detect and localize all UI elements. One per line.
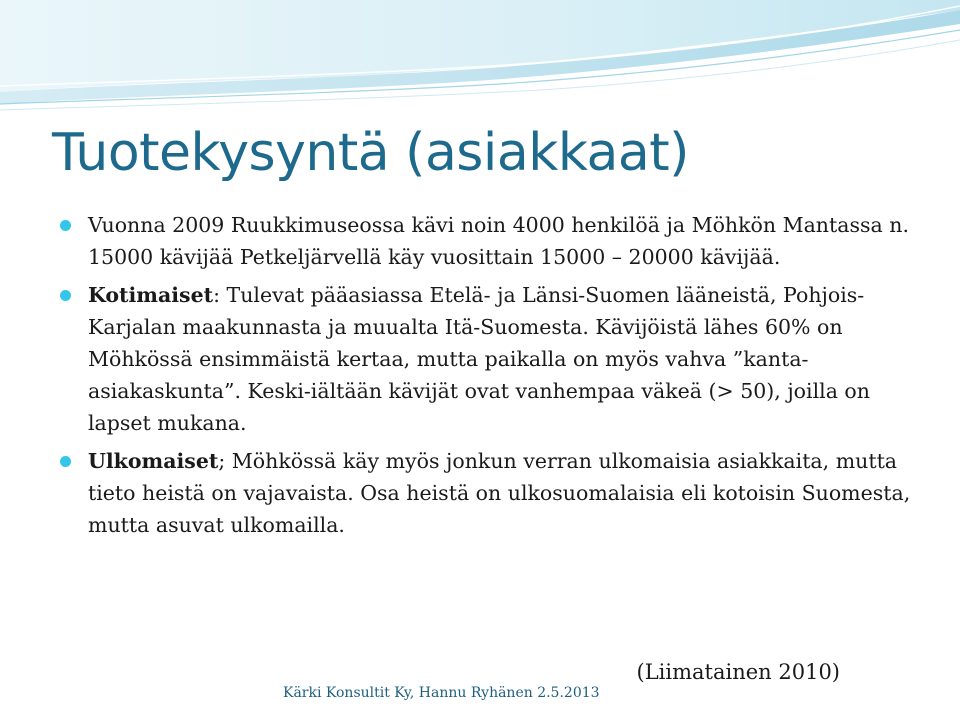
bullet-lead: Kotimaiset <box>88 283 214 307</box>
bullet-dot-icon <box>60 220 71 231</box>
page-title: Tuotekysyntä (asiakkaat) <box>52 123 689 183</box>
header-wave-decoration <box>0 0 960 120</box>
bullet-text: Vuonna 2009 Ruukkimuseossa kävi noin 4000 henkilöä ja Möhkön Mantassa n. 15000 kävijää Petkeljärvellä käy vuosittain 15000 – 20000 kävijää. <box>88 213 909 269</box>
bullet-dot-icon <box>60 290 71 301</box>
bullet-lead: Ulkomaiset <box>88 449 219 473</box>
bullet-text: ; Möhkössä käy myös jonkun verran ulkomaisia asiakkaita, mutta tieto heistä on vajavaista. Osa heistä on ulkosuomalaisia eli kotoisin Suomesta, mutta asuvat ulkomailla. <box>88 449 911 537</box>
footer-text: Kärki Konsultit Ky, Hannu Ryhänen 2.5.2013 <box>283 685 600 701</box>
list-item <box>56 445 936 541</box>
bullet-list <box>56 209 936 547</box>
bullet-dot-icon <box>60 456 71 467</box>
list-item <box>56 279 936 439</box>
bullet-text: : Tulevat pääasiassa Etelä- ja Länsi-Suomen lääneistä, Pohjois-Karjalan maakunnasta ja muualta Itä-Suomesta. Kävijöistä lähes 60% on Möhkössä ensimmäistä kertaa, mutta paikalla on myös vahva ”kanta-asiakaskunta”. Keski-iältään kävijät ovat vanhempaa väkeä (> 50), joilla on lapset mukana. <box>88 283 870 435</box>
citation: (Liimatainen 2010) <box>636 660 840 684</box>
list-item <box>56 209 936 273</box>
